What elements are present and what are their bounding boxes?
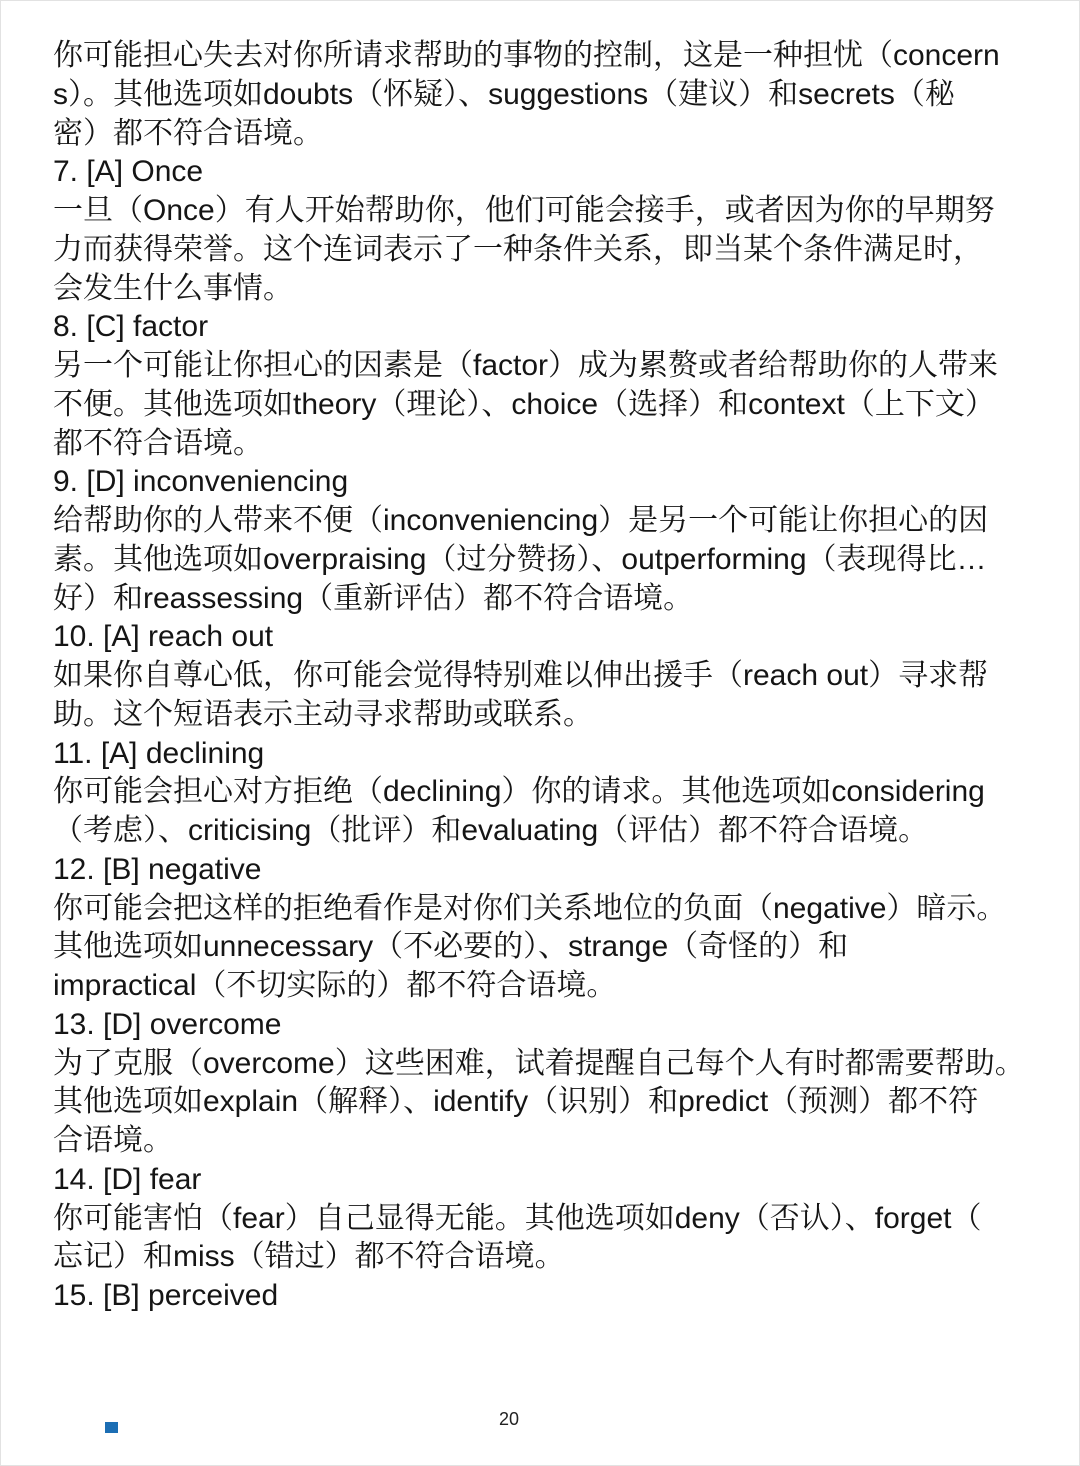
text-line: 会发生什么事情。 [53, 271, 293, 305]
answer-heading: 8. [C] factor [53, 310, 209, 344]
answer-heading: 15. [B] perceived [53, 1279, 279, 1312]
text-line: 你可能会担心对方拒绝（declining）你的请求。其他选项如considering [53, 775, 985, 809]
text-line: 为了克服（overcome）这些困难，试着提醒自己每个人有时都需要帮助。 [53, 1046, 1025, 1080]
text-line: 如果你自尊心低，你可能会觉得特别难以伸出援手（reach out）寻求帮 [53, 659, 989, 692]
text-line: 一旦（Once）有人开始帮助你，他们可能会接手，或者因为你的早期努 [53, 194, 995, 227]
answer-heading: 13. [D] overcome [53, 1007, 282, 1041]
text-line: 你可能担心失去对你所请求帮助的事物的控制，这是一种担忧（concern [53, 39, 1000, 72]
text-line: 你可能会把这样的拒绝看作是对你们关系地位的负面（negative）暗示。 [53, 891, 1007, 925]
text-line: impractical（不切实际的）都不符合语境。 [53, 969, 617, 1002]
answer-heading: 7. [A] Once [53, 155, 204, 189]
answer-heading: 10. [A] reach out [53, 620, 274, 654]
answer-heading: 9. [D] inconveniencing [53, 465, 349, 499]
text-line: 素。其他选项如overpraising（过分赞扬）、outperforming（表现得比… [53, 542, 987, 576]
text-line: 密）都不符合语境。 [53, 116, 323, 150]
text-line: s）。其他选项如doubts（怀疑）、suggestions（建议）和secrets（秘 [53, 77, 955, 111]
text-line: 另一个可能让你担心的因素是（factor）成为累赘或者给帮助你的人带来 [53, 349, 999, 382]
text-line: 不便。其他选项如theory（理论）、choice（选择）和context（上下文） [53, 387, 995, 421]
answer-explanations [53, 37, 1051, 1316]
text-line: 给帮助你的人带来不便（inconveniencing）是另一个可能让你担心的因 [53, 504, 989, 537]
text-line: 其他选项如unnecessary（不必要的）、strange（奇怪的）和 [53, 930, 849, 964]
text-line: 助。这个短语表示主动寻求帮助或联系。 [53, 697, 593, 731]
text-line: 合语境。 [53, 1124, 173, 1157]
answer-heading: 11. [A] declining [53, 736, 265, 770]
footer-marker-icon [105, 1422, 118, 1433]
text-line: 忘记）和miss（错过）都不符合语境。 [53, 1240, 565, 1274]
text-line: 你可能害怕（fear）自己显得无能。其他选项如deny（否认）、forget（ [53, 1201, 982, 1235]
text-line: 其他选项如explain（解释）、identify（识别）和predict（预测）都不符 [53, 1085, 979, 1119]
text-line: 好）和reassessing（重新评估）都不符合语境。 [53, 581, 694, 615]
text-line: 力而获得荣誉。这个连词表示了一种条件关系，即当某个条件满足时， [53, 232, 983, 266]
answer-heading: 12. [B] negative [53, 852, 262, 886]
text-line: 都不符合语境。 [53, 426, 263, 460]
text-line: （考虑）、criticising（批评）和evaluating（评估）都不符合语境。 [53, 814, 929, 847]
page-number: 20 [498, 1409, 520, 1429]
answer-heading: 14. [D] fear [53, 1162, 202, 1196]
